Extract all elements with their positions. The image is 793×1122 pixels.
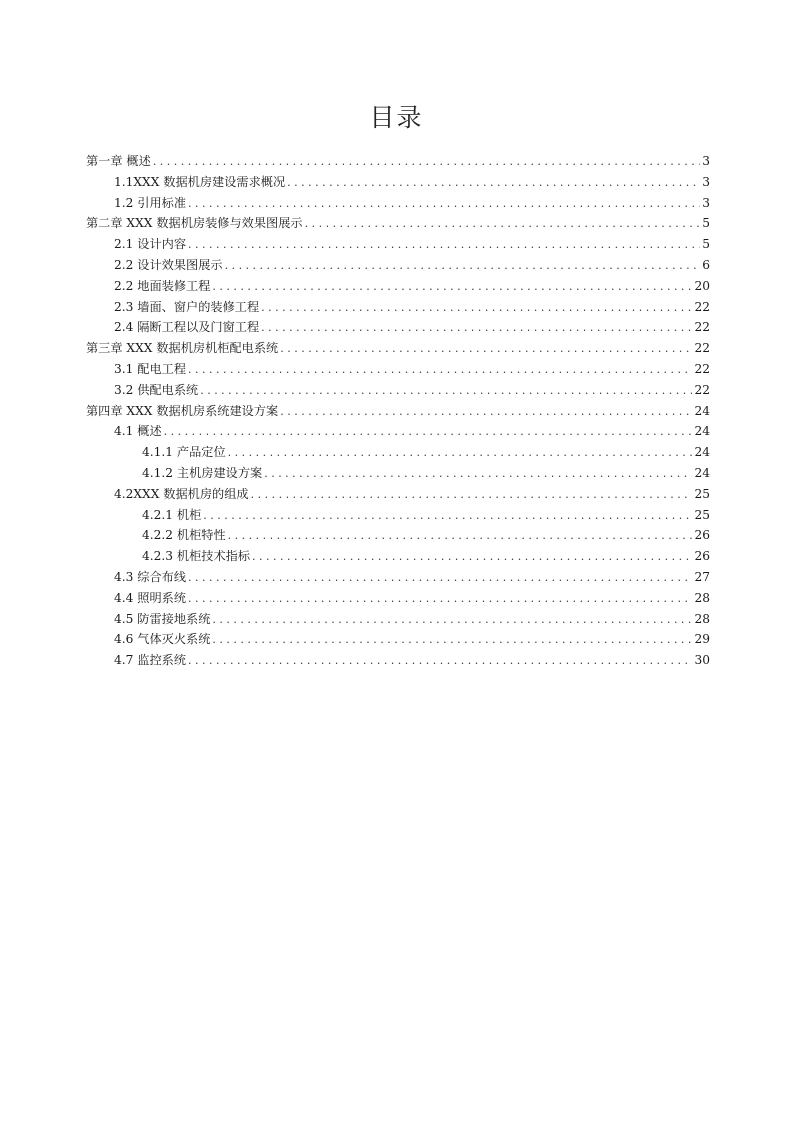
toc-entry-label: 4.2.1 机柜 (142, 507, 202, 522)
toc-entry-page: 22 (694, 361, 710, 376)
toc-entry[interactable] (86, 629, 710, 650)
dot-leader (188, 589, 692, 610)
dot-leader (287, 173, 700, 194)
toc-entry[interactable] (86, 151, 710, 172)
toc-entry-page: 24 (694, 445, 710, 460)
dot-leader (228, 526, 693, 547)
toc-entry[interactable] (86, 317, 710, 338)
toc-entry-label: 4.7 监控系统 (114, 653, 187, 668)
toc-entry[interactable] (86, 609, 710, 630)
dot-leader (251, 485, 693, 506)
toc-entry-label: 4.1 概述 (114, 424, 162, 439)
toc-entry[interactable] (86, 484, 710, 505)
toc-entry-page: 24 (694, 465, 710, 480)
dot-leader (188, 360, 692, 381)
toc-entry[interactable] (86, 276, 710, 297)
toc-entry-label: 4.4 照明系统 (114, 590, 187, 605)
toc-entry-label: 4.5 防雷接地系统 (114, 611, 211, 626)
toc-entry[interactable] (86, 421, 710, 442)
toc-entry-label: 4.2.2 机柜特性 (142, 528, 226, 543)
toc-entry-label: 第四章 XXX 数据机房系统建设方案 (86, 403, 279, 418)
dot-leader (212, 610, 692, 631)
dot-leader (188, 194, 700, 215)
toc-entry[interactable] (86, 172, 710, 193)
dot-leader (264, 464, 692, 485)
dot-leader (225, 256, 700, 277)
toc-entry-page: 5 (702, 216, 710, 231)
toc-entry-label: 1.1XXX 数据机房建设需求概况 (114, 174, 286, 189)
toc-entry-page: 22 (694, 320, 710, 335)
dot-leader (280, 339, 692, 360)
toc-entry-label: 2.2 设计效果图展示 (114, 257, 223, 272)
dot-leader (305, 214, 700, 235)
toc-entry-page: 3 (702, 174, 710, 189)
dot-leader (188, 568, 692, 589)
toc-entry-label: 4.3 综合布线 (114, 569, 187, 584)
toc-entry-page: 24 (694, 403, 710, 418)
toc-entry[interactable] (86, 505, 710, 526)
dot-leader (212, 630, 692, 651)
toc-entry-label: 3.2 供配电系统 (114, 382, 199, 397)
toc-entry-page: 22 (694, 382, 710, 397)
toc-entry-label: 3.1 配电工程 (114, 361, 187, 376)
toc-entry[interactable] (86, 359, 710, 380)
toc-entry-page: 28 (694, 590, 710, 605)
toc-entry-page: 5 (702, 237, 710, 252)
toc-entry[interactable] (86, 213, 710, 234)
toc-entry-label: 2.3 墙面、窗户的装修工程 (114, 299, 260, 314)
toc-entry-page: 25 (694, 507, 710, 522)
dot-leader (188, 235, 700, 256)
toc-entry[interactable] (86, 401, 710, 422)
toc-entry[interactable] (86, 255, 710, 276)
table-of-contents (86, 151, 710, 671)
dot-leader (212, 277, 692, 298)
toc-entry[interactable] (86, 463, 710, 484)
dot-leader (203, 506, 692, 527)
toc-entry-label: 2.4 隔断工程以及门窗工程 (114, 320, 260, 335)
toc-entry-page: 26 (694, 528, 710, 543)
dot-leader (200, 381, 692, 402)
toc-entry-page: 3 (702, 154, 710, 168)
toc-entry-page: 6 (702, 257, 710, 272)
toc-entry[interactable] (86, 442, 710, 463)
toc-entry-page: 27 (694, 569, 710, 584)
dot-leader (188, 651, 692, 672)
toc-entry-label: 4.6 气体灭火系统 (114, 632, 211, 647)
dot-leader (164, 422, 693, 443)
toc-entry[interactable] (86, 650, 710, 671)
toc-entry-page: 26 (694, 549, 710, 564)
toc-entry-page: 29 (694, 632, 710, 647)
toc-entry-label: 4.1.2 主机房建设方案 (142, 465, 263, 480)
toc-entry[interactable] (86, 588, 710, 609)
toc-entry[interactable] (86, 546, 710, 567)
toc-entry-page: 22 (694, 341, 710, 356)
toc-entry-label: 4.1.1 产品定位 (142, 445, 226, 460)
toc-entry[interactable] (86, 567, 710, 588)
dot-leader (261, 318, 692, 339)
toc-entry-page: 24 (694, 424, 710, 439)
toc-entry[interactable] (86, 338, 710, 359)
dot-leader (261, 298, 692, 319)
dot-leader (153, 152, 700, 173)
toc-entry[interactable] (86, 297, 710, 318)
toc-entry-label: 第二章 XXX 数据机房装修与效果图展示 (86, 216, 303, 231)
toc-entry-page: 22 (694, 299, 710, 314)
toc-entry[interactable] (86, 380, 710, 401)
toc-entry-page: 20 (694, 278, 710, 293)
toc-entry[interactable] (86, 193, 710, 214)
toc-entry-label: 4.2.3 机柜技术指标 (142, 549, 251, 564)
dot-leader (228, 443, 693, 464)
toc-entry-page: 3 (702, 195, 710, 210)
dot-leader (280, 402, 692, 423)
toc-entry-label: 1.2 引用标准 (114, 195, 187, 210)
toc-entry-label: 2.1 设计内容 (114, 237, 187, 252)
toc-entry-page: 25 (694, 486, 710, 501)
toc-entry-page: 30 (694, 653, 710, 668)
toc-entry-label: 2.2 地面装修工程 (114, 278, 211, 293)
toc-entry-label: 第一章 概述 (86, 154, 151, 168)
toc-entry-label: 第三章 XXX 数据机房机柜配电系统 (86, 341, 279, 356)
dot-leader (252, 547, 692, 568)
toc-entry-page: 28 (694, 611, 710, 626)
toc-entry-label: 4.2XXX 数据机房的组成 (114, 486, 249, 501)
toc-entry[interactable] (86, 525, 710, 546)
toc-entry[interactable] (86, 234, 710, 255)
page-title: 目录 (369, 103, 424, 132)
